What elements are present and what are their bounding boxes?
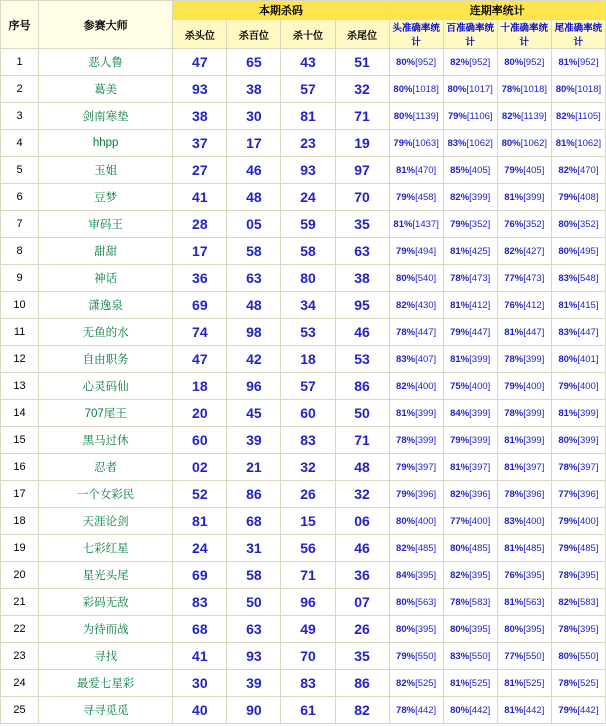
row-acc-hundreds: 81%[425] bbox=[443, 238, 497, 265]
table-row bbox=[1, 49, 606, 76]
row-kill-hundreds: 98 bbox=[227, 319, 281, 346]
table-row bbox=[1, 157, 606, 184]
row-kill-head: 36 bbox=[173, 265, 227, 292]
row-kill-tens: 58 bbox=[281, 238, 335, 265]
row-acc-tail: 80%[550] bbox=[551, 643, 605, 670]
row-acc-hundreds: 78%[583] bbox=[443, 589, 497, 616]
table-row bbox=[1, 535, 606, 562]
row-acc-tens: 82%[1139] bbox=[497, 103, 551, 130]
row-sequence: 17 bbox=[1, 481, 39, 508]
row-acc-tail: 78%[397] bbox=[551, 454, 605, 481]
table-row bbox=[1, 346, 606, 373]
row-master-name[interactable]: 彩码无敌 bbox=[39, 589, 173, 616]
row-acc-hundreds: 79%[399] bbox=[443, 427, 497, 454]
row-sequence: 18 bbox=[1, 508, 39, 535]
row-acc-head: 82%[485] bbox=[389, 535, 443, 562]
row-acc-hundreds: 81%[412] bbox=[443, 292, 497, 319]
row-kill-tail: 71 bbox=[335, 103, 389, 130]
table-row bbox=[1, 400, 606, 427]
row-acc-tail: 82%[1105] bbox=[551, 103, 605, 130]
row-acc-tail: 79%[408] bbox=[551, 184, 605, 211]
row-acc-hundreds: 79%[447] bbox=[443, 319, 497, 346]
row-acc-tens: 81%[397] bbox=[497, 454, 551, 481]
row-acc-tail: 78%[395] bbox=[551, 616, 605, 643]
row-kill-head: 81 bbox=[173, 508, 227, 535]
row-kill-tens: 70 bbox=[281, 643, 335, 670]
row-sequence: 1 bbox=[1, 49, 39, 76]
row-acc-tail: 81%[415] bbox=[551, 292, 605, 319]
row-acc-hundreds: 81%[525] bbox=[443, 670, 497, 697]
header-group-accuracy: 连期率统计 bbox=[389, 1, 605, 20]
table-header bbox=[1, 1, 606, 49]
table-row bbox=[1, 103, 606, 130]
table-row bbox=[1, 643, 606, 670]
row-acc-tens: 78%[399] bbox=[497, 346, 551, 373]
row-master-name[interactable]: 甜甜 bbox=[39, 238, 173, 265]
row-acc-tail: 83%[447] bbox=[551, 319, 605, 346]
row-kill-tens: 57 bbox=[281, 76, 335, 103]
row-acc-hundreds: 80%[442] bbox=[443, 697, 497, 724]
row-sequence: 5 bbox=[1, 157, 39, 184]
row-acc-hundreds: 78%[473] bbox=[443, 265, 497, 292]
row-acc-hundreds: 77%[400] bbox=[443, 508, 497, 535]
table-row bbox=[1, 211, 606, 238]
row-sequence: 24 bbox=[1, 670, 39, 697]
row-kill-tail: 26 bbox=[335, 616, 389, 643]
row-master-name[interactable]: 707尾王 bbox=[39, 400, 173, 427]
row-kill-tail: 32 bbox=[335, 481, 389, 508]
row-kill-head: 69 bbox=[173, 562, 227, 589]
row-kill-hundreds: 93 bbox=[227, 643, 281, 670]
row-acc-head: 79%[458] bbox=[389, 184, 443, 211]
row-acc-hundreds: 82%[952] bbox=[443, 49, 497, 76]
header-group-kill: 本期杀码 bbox=[173, 1, 389, 20]
row-acc-tail: 78%[525] bbox=[551, 670, 605, 697]
row-kill-tens: 60 bbox=[281, 400, 335, 427]
row-acc-head: 79%[550] bbox=[389, 643, 443, 670]
row-kill-tens: 93 bbox=[281, 157, 335, 184]
row-kill-tail: 06 bbox=[335, 508, 389, 535]
row-acc-tail: 83%[548] bbox=[551, 265, 605, 292]
header-acc-hundreds: 百准确率统计 bbox=[443, 20, 497, 49]
row-acc-hundreds: 82%[399] bbox=[443, 184, 497, 211]
row-kill-hundreds: 17 bbox=[227, 130, 281, 157]
row-acc-hundreds: 79%[352] bbox=[443, 211, 497, 238]
row-kill-hundreds: 68 bbox=[227, 508, 281, 535]
row-kill-hundreds: 58 bbox=[227, 562, 281, 589]
row-sequence: 21 bbox=[1, 589, 39, 616]
row-acc-tail: 81%[399] bbox=[551, 400, 605, 427]
row-sequence: 19 bbox=[1, 535, 39, 562]
row-kill-tens: 81 bbox=[281, 103, 335, 130]
row-kill-head: 47 bbox=[173, 49, 227, 76]
row-kill-tail: 48 bbox=[335, 454, 389, 481]
row-sequence: 11 bbox=[1, 319, 39, 346]
row-acc-head: 78%[399] bbox=[389, 427, 443, 454]
table-row bbox=[1, 481, 606, 508]
row-master-name[interactable]: 玉姐 bbox=[39, 157, 173, 184]
row-kill-hundreds: 45 bbox=[227, 400, 281, 427]
row-kill-tail: 82 bbox=[335, 697, 389, 724]
row-acc-head: 81%[1437] bbox=[389, 211, 443, 238]
row-kill-hundreds: 86 bbox=[227, 481, 281, 508]
row-acc-tail: 80%[401] bbox=[551, 346, 605, 373]
row-kill-head: 30 bbox=[173, 670, 227, 697]
row-sequence: 12 bbox=[1, 346, 39, 373]
row-acc-tail: 79%[400] bbox=[551, 508, 605, 535]
row-kill-hundreds: 30 bbox=[227, 103, 281, 130]
row-kill-hundreds: 39 bbox=[227, 427, 281, 454]
row-acc-tens: 80%[952] bbox=[497, 49, 551, 76]
row-kill-tail: 19 bbox=[335, 130, 389, 157]
row-kill-tens: 80 bbox=[281, 265, 335, 292]
row-kill-head: 47 bbox=[173, 346, 227, 373]
row-kill-tens: 24 bbox=[281, 184, 335, 211]
row-sequence: 25 bbox=[1, 697, 39, 724]
row-acc-tens: 78%[399] bbox=[497, 400, 551, 427]
row-acc-head: 78%[447] bbox=[389, 319, 443, 346]
row-acc-tail: 80%[352] bbox=[551, 211, 605, 238]
row-acc-hundreds: 82%[396] bbox=[443, 481, 497, 508]
row-acc-hundreds: 75%[400] bbox=[443, 373, 497, 400]
row-kill-head: 83 bbox=[173, 589, 227, 616]
row-sequence: 14 bbox=[1, 400, 39, 427]
row-acc-head: 81%[399] bbox=[389, 400, 443, 427]
row-kill-tail: 35 bbox=[335, 211, 389, 238]
row-kill-hundreds: 46 bbox=[227, 157, 281, 184]
row-sequence: 16 bbox=[1, 454, 39, 481]
row-kill-head: 38 bbox=[173, 103, 227, 130]
row-kill-tens: 83 bbox=[281, 670, 335, 697]
row-acc-head: 84%[395] bbox=[389, 562, 443, 589]
table-row bbox=[1, 184, 606, 211]
row-acc-tens: 76%[412] bbox=[497, 292, 551, 319]
row-kill-head: 40 bbox=[173, 697, 227, 724]
header-kill-tens: 杀十位 bbox=[281, 20, 335, 49]
row-acc-tens: 81%[399] bbox=[497, 427, 551, 454]
row-master-name[interactable]: 星光头尾 bbox=[39, 562, 173, 589]
table-row bbox=[1, 454, 606, 481]
row-kill-hundreds: 48 bbox=[227, 184, 281, 211]
header-kill-hundreds: 杀百位 bbox=[227, 20, 281, 49]
row-kill-tens: 18 bbox=[281, 346, 335, 373]
header-acc-tail: 尾准确率统计 bbox=[551, 20, 605, 49]
row-master-name[interactable]: 天涯论剑 bbox=[39, 508, 173, 535]
row-kill-tail: 36 bbox=[335, 562, 389, 589]
row-kill-hundreds: 31 bbox=[227, 535, 281, 562]
header-row-groups bbox=[1, 1, 606, 20]
row-acc-tail: 80%[399] bbox=[551, 427, 605, 454]
row-kill-tail: 32 bbox=[335, 76, 389, 103]
row-kill-head: 20 bbox=[173, 400, 227, 427]
row-acc-tens: 76%[395] bbox=[497, 562, 551, 589]
table-row bbox=[1, 562, 606, 589]
row-kill-tens: 26 bbox=[281, 481, 335, 508]
row-acc-tens: 80%[1062] bbox=[497, 130, 551, 157]
row-kill-hundreds: 65 bbox=[227, 49, 281, 76]
row-kill-tens: 15 bbox=[281, 508, 335, 535]
row-master-name[interactable]: 七彩红星 bbox=[39, 535, 173, 562]
row-sequence: 23 bbox=[1, 643, 39, 670]
table-row bbox=[1, 589, 606, 616]
row-kill-hundreds: 05 bbox=[227, 211, 281, 238]
row-acc-tail: 81%[952] bbox=[551, 49, 605, 76]
row-kill-tail: 50 bbox=[335, 400, 389, 427]
row-kill-tens: 32 bbox=[281, 454, 335, 481]
row-kill-tail: 95 bbox=[335, 292, 389, 319]
row-kill-head: 69 bbox=[173, 292, 227, 319]
row-kill-tail: 70 bbox=[335, 184, 389, 211]
row-acc-head: 83%[407] bbox=[389, 346, 443, 373]
row-kill-hundreds: 50 bbox=[227, 589, 281, 616]
row-acc-tens: 77%[550] bbox=[497, 643, 551, 670]
row-sequence: 20 bbox=[1, 562, 39, 589]
table-row bbox=[1, 373, 606, 400]
row-kill-hundreds: 58 bbox=[227, 238, 281, 265]
row-acc-tens: 81%[442] bbox=[497, 697, 551, 724]
row-acc-hundreds: 81%[397] bbox=[443, 454, 497, 481]
row-master-name[interactable]: 寻找 bbox=[39, 643, 173, 670]
row-sequence: 7 bbox=[1, 211, 39, 238]
row-acc-tens: 79%[400] bbox=[497, 373, 551, 400]
row-acc-hundreds: 80%[1017] bbox=[443, 76, 497, 103]
table-row bbox=[1, 697, 606, 724]
row-acc-tail: 81%[1062] bbox=[551, 130, 605, 157]
row-acc-tail: 82%[583] bbox=[551, 589, 605, 616]
row-kill-head: 27 bbox=[173, 157, 227, 184]
row-kill-tail: 07 bbox=[335, 589, 389, 616]
row-acc-head: 80%[952] bbox=[389, 49, 443, 76]
row-kill-head: 74 bbox=[173, 319, 227, 346]
table-row bbox=[1, 238, 606, 265]
row-master-name[interactable]: 忍者 bbox=[39, 454, 173, 481]
row-kill-tens: 56 bbox=[281, 535, 335, 562]
row-acc-head: 82%[430] bbox=[389, 292, 443, 319]
row-master-name[interactable]: 最爱七星彩 bbox=[39, 670, 173, 697]
row-acc-head: 81%[470] bbox=[389, 157, 443, 184]
row-kill-tail: 46 bbox=[335, 535, 389, 562]
row-kill-head: 52 bbox=[173, 481, 227, 508]
row-sequence: 2 bbox=[1, 76, 39, 103]
row-kill-head: 37 bbox=[173, 130, 227, 157]
row-sequence: 9 bbox=[1, 265, 39, 292]
row-kill-head: 24 bbox=[173, 535, 227, 562]
row-master-name[interactable]: 潇逸泉 bbox=[39, 292, 173, 319]
row-sequence: 10 bbox=[1, 292, 39, 319]
row-acc-head: 80%[400] bbox=[389, 508, 443, 535]
header-kill-tail: 杀尾位 bbox=[335, 20, 389, 49]
table-row bbox=[1, 292, 606, 319]
row-kill-tail: 97 bbox=[335, 157, 389, 184]
row-kill-head: 18 bbox=[173, 373, 227, 400]
table-row bbox=[1, 427, 606, 454]
row-master-name[interactable]: 剑南寒垫 bbox=[39, 103, 173, 130]
row-acc-head: 80%[563] bbox=[389, 589, 443, 616]
row-acc-tens: 81%[485] bbox=[497, 535, 551, 562]
row-acc-tail: 79%[442] bbox=[551, 697, 605, 724]
row-sequence: 8 bbox=[1, 238, 39, 265]
row-kill-head: 60 bbox=[173, 427, 227, 454]
row-master-name[interactable]: 无鱼的水 bbox=[39, 319, 173, 346]
row-acc-hundreds: 84%[399] bbox=[443, 400, 497, 427]
row-acc-hundreds: 83%[1062] bbox=[443, 130, 497, 157]
row-kill-tail: 35 bbox=[335, 643, 389, 670]
header-acc-tens: 十准确率统计 bbox=[497, 20, 551, 49]
table-row bbox=[1, 508, 606, 535]
row-acc-tens: 81%[563] bbox=[497, 589, 551, 616]
row-kill-tens: 53 bbox=[281, 319, 335, 346]
row-kill-head: 41 bbox=[173, 184, 227, 211]
row-kill-hundreds: 21 bbox=[227, 454, 281, 481]
row-master-name[interactable]: 黑马过休 bbox=[39, 427, 173, 454]
row-kill-tail: 46 bbox=[335, 319, 389, 346]
row-kill-tail: 63 bbox=[335, 238, 389, 265]
header-acc-head: 头准确率统计 bbox=[389, 20, 443, 49]
row-acc-hundreds: 81%[399] bbox=[443, 346, 497, 373]
row-acc-tail: 80%[495] bbox=[551, 238, 605, 265]
table-row bbox=[1, 319, 606, 346]
row-kill-tens: 57 bbox=[281, 373, 335, 400]
row-sequence: 6 bbox=[1, 184, 39, 211]
row-acc-hundreds: 85%[405] bbox=[443, 157, 497, 184]
row-acc-tail: 80%[1018] bbox=[551, 76, 605, 103]
row-acc-head: 82%[525] bbox=[389, 670, 443, 697]
row-acc-tens: 83%[400] bbox=[497, 508, 551, 535]
row-acc-tens: 81%[525] bbox=[497, 670, 551, 697]
row-master-name[interactable]: 自由职务 bbox=[39, 346, 173, 373]
row-acc-tens: 77%[473] bbox=[497, 265, 551, 292]
row-acc-tens: 80%[395] bbox=[497, 616, 551, 643]
row-master-name[interactable]: 审码王 bbox=[39, 211, 173, 238]
row-kill-tail: 71 bbox=[335, 427, 389, 454]
header-seq: 序号 bbox=[1, 1, 39, 49]
row-kill-tens: 34 bbox=[281, 292, 335, 319]
row-kill-head: 93 bbox=[173, 76, 227, 103]
row-kill-hundreds: 48 bbox=[227, 292, 281, 319]
row-kill-head: 28 bbox=[173, 211, 227, 238]
row-kill-head: 02 bbox=[173, 454, 227, 481]
row-kill-hundreds: 39 bbox=[227, 670, 281, 697]
row-sequence: 4 bbox=[1, 130, 39, 157]
row-acc-hundreds: 82%[395] bbox=[443, 562, 497, 589]
header-kill-head: 杀头位 bbox=[173, 20, 227, 49]
row-kill-tail: 86 bbox=[335, 670, 389, 697]
row-acc-head: 79%[1063] bbox=[389, 130, 443, 157]
row-sequence: 22 bbox=[1, 616, 39, 643]
row-master-name[interactable]: 葛美 bbox=[39, 76, 173, 103]
table-body bbox=[1, 49, 606, 724]
row-kill-hundreds: 63 bbox=[227, 265, 281, 292]
row-acc-tens: 81%[399] bbox=[497, 184, 551, 211]
row-acc-tens: 78%[396] bbox=[497, 481, 551, 508]
row-master-name[interactable]: 一个女彩民 bbox=[39, 481, 173, 508]
row-master-name[interactable]: 心灵码仙 bbox=[39, 373, 173, 400]
row-kill-tens: 59 bbox=[281, 211, 335, 238]
row-master-name[interactable]: hhpp bbox=[39, 130, 173, 157]
row-master-name[interactable]: 恶人鲁 bbox=[39, 49, 173, 76]
table-row bbox=[1, 265, 606, 292]
row-acc-head: 79%[396] bbox=[389, 481, 443, 508]
row-sequence: 13 bbox=[1, 373, 39, 400]
row-sequence: 3 bbox=[1, 103, 39, 130]
row-acc-head: 80%[1018] bbox=[389, 76, 443, 103]
table-row bbox=[1, 130, 606, 157]
row-master-name[interactable]: 为待而战 bbox=[39, 616, 173, 643]
row-acc-head: 80%[1139] bbox=[389, 103, 443, 130]
row-acc-head: 80%[395] bbox=[389, 616, 443, 643]
row-kill-head: 68 bbox=[173, 616, 227, 643]
row-master-name[interactable]: 寻寻觅觅 bbox=[39, 697, 173, 724]
row-kill-tens: 83 bbox=[281, 427, 335, 454]
row-kill-tail: 86 bbox=[335, 373, 389, 400]
row-kill-tens: 23 bbox=[281, 130, 335, 157]
row-acc-hundreds: 80%[485] bbox=[443, 535, 497, 562]
row-acc-tens: 76%[352] bbox=[497, 211, 551, 238]
row-kill-hundreds: 38 bbox=[227, 76, 281, 103]
row-kill-head: 17 bbox=[173, 238, 227, 265]
row-acc-tail: 79%[400] bbox=[551, 373, 605, 400]
table-row bbox=[1, 670, 606, 697]
row-kill-head: 41 bbox=[173, 643, 227, 670]
row-kill-hundreds: 96 bbox=[227, 373, 281, 400]
row-acc-tens: 81%[447] bbox=[497, 319, 551, 346]
row-kill-tens: 61 bbox=[281, 697, 335, 724]
row-acc-hundreds: 80%[395] bbox=[443, 616, 497, 643]
row-acc-tens: 78%[1018] bbox=[497, 76, 551, 103]
row-acc-head: 79%[494] bbox=[389, 238, 443, 265]
row-acc-tail: 77%[396] bbox=[551, 481, 605, 508]
row-acc-tail: 82%[470] bbox=[551, 157, 605, 184]
row-kill-tens: 71 bbox=[281, 562, 335, 589]
row-acc-head: 79%[397] bbox=[389, 454, 443, 481]
row-acc-head: 80%[540] bbox=[389, 265, 443, 292]
row-acc-head: 82%[400] bbox=[389, 373, 443, 400]
table-row bbox=[1, 616, 606, 643]
row-master-name[interactable]: 神话 bbox=[39, 265, 173, 292]
row-acc-tail: 78%[395] bbox=[551, 562, 605, 589]
row-kill-tens: 43 bbox=[281, 49, 335, 76]
table-row bbox=[1, 76, 606, 103]
row-acc-tail: 79%[485] bbox=[551, 535, 605, 562]
row-master-name[interactable]: 豆梦 bbox=[39, 184, 173, 211]
row-kill-tail: 53 bbox=[335, 346, 389, 373]
row-kill-tail: 38 bbox=[335, 265, 389, 292]
row-acc-tens: 82%[427] bbox=[497, 238, 551, 265]
row-kill-hundreds: 90 bbox=[227, 697, 281, 724]
row-kill-hundreds: 63 bbox=[227, 616, 281, 643]
row-acc-hundreds: 79%[1106] bbox=[443, 103, 497, 130]
row-kill-tens: 49 bbox=[281, 616, 335, 643]
row-kill-tens: 96 bbox=[281, 589, 335, 616]
row-acc-head: 78%[442] bbox=[389, 697, 443, 724]
header-master: 参赛大师 bbox=[39, 1, 173, 49]
row-acc-hundreds: 83%[550] bbox=[443, 643, 497, 670]
row-sequence: 15 bbox=[1, 427, 39, 454]
row-acc-tens: 79%[405] bbox=[497, 157, 551, 184]
row-kill-hundreds: 42 bbox=[227, 346, 281, 373]
row-kill-tail: 51 bbox=[335, 49, 389, 76]
